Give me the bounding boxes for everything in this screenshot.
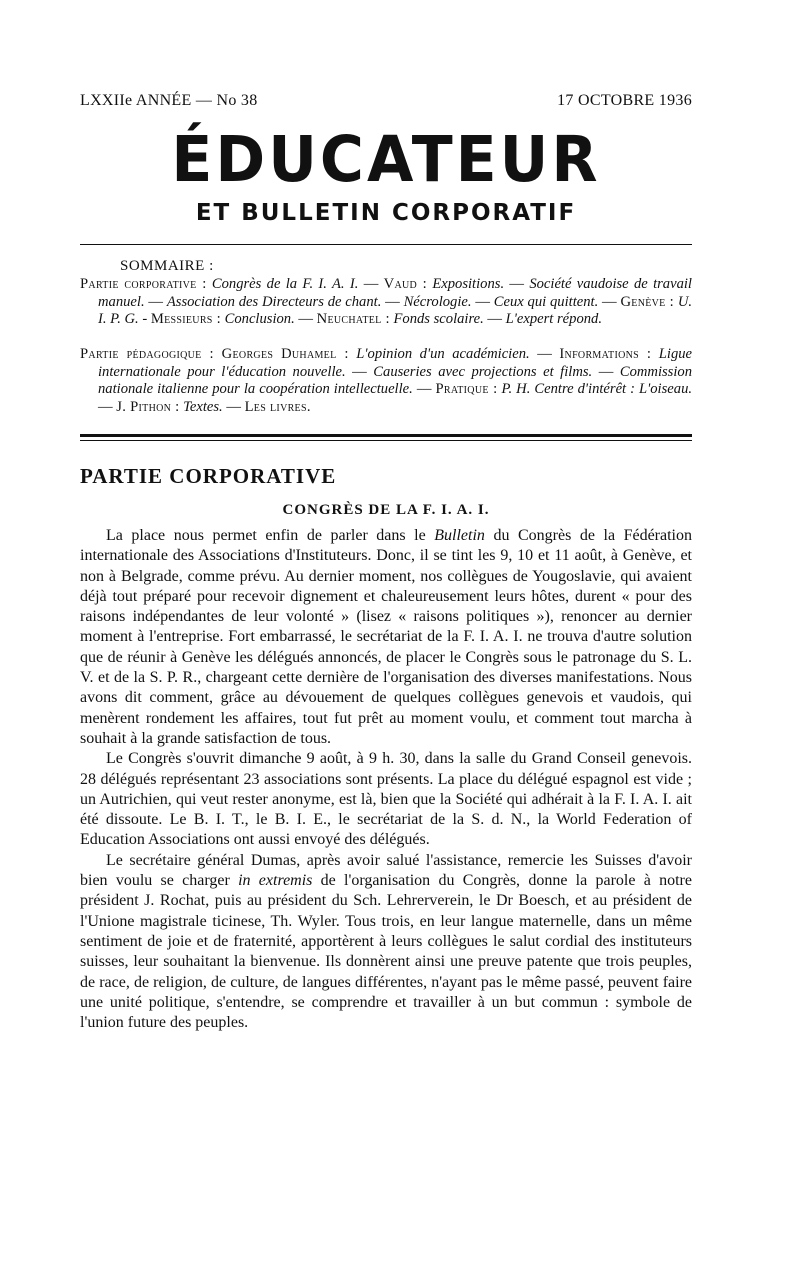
journal-subtitle: ET BULLETIN CORPORATIF	[195, 200, 577, 226]
article-title: CONGRÈS DE LA F. I. A. I.	[282, 502, 490, 518]
paragraph: La place nous permet enfin de parler dans le Bulletin du Congrès de la Fédération internationale des Associations d'Instituteurs. Donc, il se tint les 9, 10 et 11 août, à Genève, et non à Belgrade, comme prévu. Au dernier moment, nos collègues de Yougoslavie, qui avaient déjà tout préparé pour recevoir dignement et chaleureusement leurs hôtes, durent « pour des raisons indépendantes de leur volonté » (lisez « raisons politiques »), renoncer au dernier moment à l'entreprise. Fort embarrassé, le secrétariat de la F. I. A. I. ne trouva d'autre solution que de réunir à Genève les délégués annoncés, de placer le Congrès sous le patronage du S. L. V. et de la S. P. R., chargeant cette dernière de l'organisation des diverses manifestations. Nous avons dit comment, grâce au dévouement de quelques collègues genevois et vaudois, qui menèrent rondement les affaires, tout fut prêt au moment voulu, et comment tout marcha à souhait à la grande satisfaction de tous.	[80, 527, 692, 747]
sommaire-corporative	[80, 276, 692, 329]
sommaire-label: Partie corporative :	[80, 276, 207, 292]
sommaire-corporative-text: Partie corporative : Congrès de la F. I. A. I. — Vaud : Expositions. — Société vaudoise de travail manuel. — Association des Directeurs de chant. — Nécrologie. — Ceux qui quittent. — Genève : U. I. P. G. - Messieurs : Conclusion. — Neuchatel : Fonds scolaire. — L'expert répond.	[80, 276, 693, 327]
masthead-line	[80, 92, 692, 110]
header-rule	[80, 244, 692, 245]
issue-date: 17 OCTOBRE 1936	[557, 92, 692, 109]
sommaire-pedagogique-text: Partie pédagogique : Georges Duhamel : L'opinion d'un académicien. — Informations : Ligue internationale pour l'éducation nouvelle. — Causeries avec projections et films. — Commission nationale italienne pour la coopération intellectuelle. — Pratique : P. H. Centre d'intérêt : L'oiseau. — J. Pithon : Textes. — Les livres.	[80, 346, 693, 415]
sommaire-rule	[80, 434, 692, 441]
paragraph: Le secrétaire général Dumas, après avoir salué l'assistance, remercie les Suisses d'avoir bien voulu se charger in extremis de l'organisation du Congrès, donne la parole à notre président J. Rochat, puis au président du Sch. Lehrerverein, le Dr Boesch, et au président de l'Unione magistrale ticinese, Th. Wyler. Tous trois, en leur langue maternelle, dans un même sentiment de joie et de fraternité, apportèrent à leurs collègues le salut cordial des instituteurs suisses, leur souhaitant la bienvenue. Ils donnèrent ainsi une preuve patente que trois peuples, de race, de religion, de culture, de langues différentes, n'ayant pas le même passé, peuvent faire une unité politique, s'entendre, se comprendre et travailler à un but commun : symbole de l'union future des peuples.	[80, 851, 692, 1032]
journal-title: ÉDUCATEUR	[171, 123, 601, 197]
sommaire-label: Partie pédagogique :	[80, 346, 214, 362]
article-body	[80, 526, 692, 1033]
document-page	[80, 0, 692, 1270]
issue-number: LXXIIe ANNÉE — No 38	[80, 92, 258, 109]
paragraph: Le Congrès s'ouvrit dimanche 9 août, à 9 h. 30, dans la salle du Grand Conseil genevois. 28 délégués représentant 23 associations sont présents. La place du délégué espagnol est vide ; un Autrichien, qui veut rester anonyme, est là, bien que la Société qui adhérait à la F. I. A. I. ait été dissoute. Le B. I. T., le B. I. E., le secrétariat de la S. d. N., la World Federation of Education Associations ont aussi envoyé des délégués.	[80, 750, 692, 849]
sommaire-pedagogique	[80, 346, 692, 416]
sommaire-heading: SOMMAIRE :	[120, 258, 214, 274]
section-title: PARTIE CORPORATIVE	[80, 464, 337, 488]
